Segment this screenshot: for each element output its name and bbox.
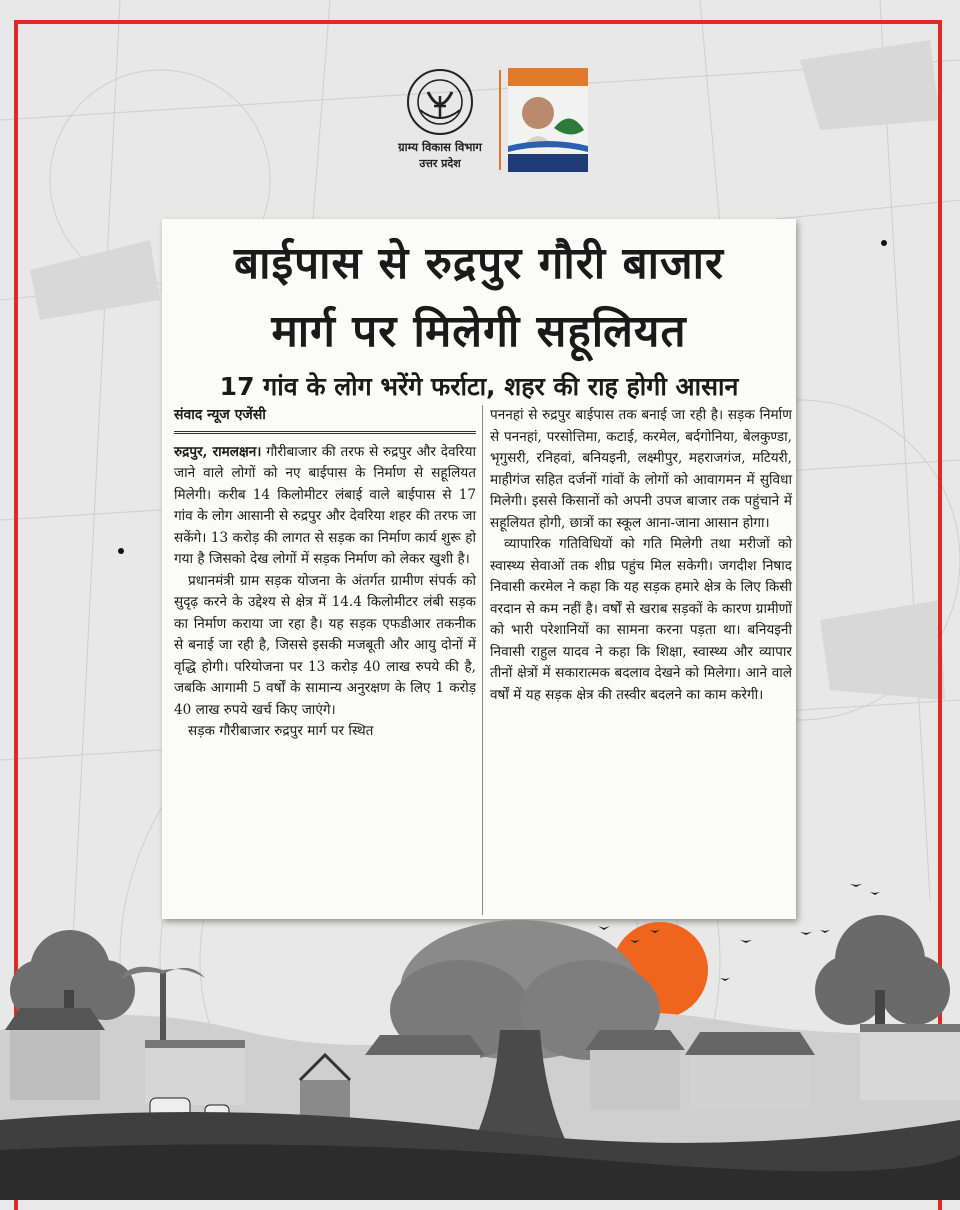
- dot-decoration: [881, 240, 887, 246]
- article-column-2: [490, 405, 792, 706]
- department-label: ग्राम्य विकास विभाग: [398, 140, 482, 154]
- article-paragraph: पननहां से रुद्रपुर बाईपास तक बनाई जा रही है। सड़क निर्माण से पननहां, परसोत्तिमा, कटाई, करमेल, बर्दगोनिया, बेलकुण्डा, भृगुसरी, रनिहवां, बनियइनी, लक्ष्मीपुर, महराजगंज, मटियरी, माहीगंज सहित दर्जनों गांवों के लोगों को आवागमन में सुविधा मिलेगी। इससे किसानों को अपनी उपज बाजार तक पहुंचाने में सहूलियत होगी, छात्रों का स्कूल आना-जाना आसान होगा।: [490, 407, 792, 531]
- dot-decoration: [118, 548, 124, 554]
- mgnrega-logo: [508, 68, 588, 172]
- article-paragraph: [174, 442, 476, 571]
- article-paragraph: सड़क गौरीबाजार रुद्रपुर मार्ग पर स्थित: [188, 723, 374, 739]
- state-label: उत्तर प्रदेश: [419, 157, 461, 170]
- article-paragraph: व्यापारिक गतिविधियों को गति मिलेगी तथा मरीजों को स्वास्थ्य सेवाओं तक शीघ्र पहुंच मिल सकेगी। जगदीश निषाद निवासी करमेल ने कहा कि यह सड़क हमारे क्षेत्र के लिए किसी वरदान से कम नहीं है। वर्षों से खराब सड़कों के कारण ग्रामीणों को भारी परेशानियों का सामना करना पड़ता था। बनियइनी निवासी राहुल यादव ने कहा कि शिक्षा, स्वास्थ्य और व्यापार तीनों क्षेत्रों में सकारात्मक बदलाव देखने को मिलेगा। आने वाले वर्षों में यह सड़क क्षेत्र की तस्वीर बदलने का काम करेगी।: [490, 536, 792, 703]
- paragraph-text: गौरीबाजार की तरफ से रुद्रपुर और देवरिया जाने वाले लोगों को नए बाईपास के निर्माण से सहूलियत मिलेगी। करीब 14 किलोमीटर लंबाई वाले बाईपास से 17 गांव के लोग आसानी से रुद्रपुर और देवरिया शहर की तरफ जा सकेंगे। 13 करोड़ की लागत से सड़क का निर्माण कार्य शुरू हो गया है जिसको देख लोगों में सड़क निर्माण को लेकर खुशी है।: [174, 443, 476, 567]
- up-emblem-icon: [380, 66, 500, 140]
- dateline: रुद्रपुर, रामलक्षन।: [174, 443, 262, 460]
- gandhi-portrait-icon: [508, 68, 588, 172]
- column-divider: [482, 405, 483, 915]
- article-paragraph: प्रधानमंत्री ग्राम सड़क योजना के अंतर्गत ग्रामीण संपर्क को सुदृढ़ करने के उद्देश्य से क्षेत्र में 14.4 किलोमीटर लंबी सड़क का निर्माण कराया जा रहा है। यह सड़क एफडीआर तकनीक से बनाई जा रही है, जिससे इसकी मजबूती और आयु दोनों में वृद्धि होगी। परियोजना पर 13 करोड़ 40 लाख रुपये की है, जबकि आगामी 5 वर्षों के सामान्य अनुरक्षण के लिए 1 करोड़ 40 लाख रुपये खर्च किए जाएंगे।: [174, 572, 476, 718]
- newspaper-clipping: [162, 219, 796, 919]
- sub-headline: 17 गांव के लोग भरेंगे फर्राटा, शहर की राह होगी आसान: [219, 372, 739, 401]
- byline: संवाद न्यूज एजेंसी: [174, 405, 476, 434]
- logo-divider: [499, 70, 501, 170]
- article-column-1: [174, 405, 476, 743]
- headline-line-1: बाईपास से रुद्रपुर गौरी बाजार: [233, 238, 725, 289]
- header-logos: [380, 66, 600, 176]
- up-government-logo: [380, 66, 500, 176]
- village-scene-illustration: [0, 880, 960, 1200]
- headline-line-2: मार्ग पर मिलेगी सहूलियत: [271, 306, 687, 357]
